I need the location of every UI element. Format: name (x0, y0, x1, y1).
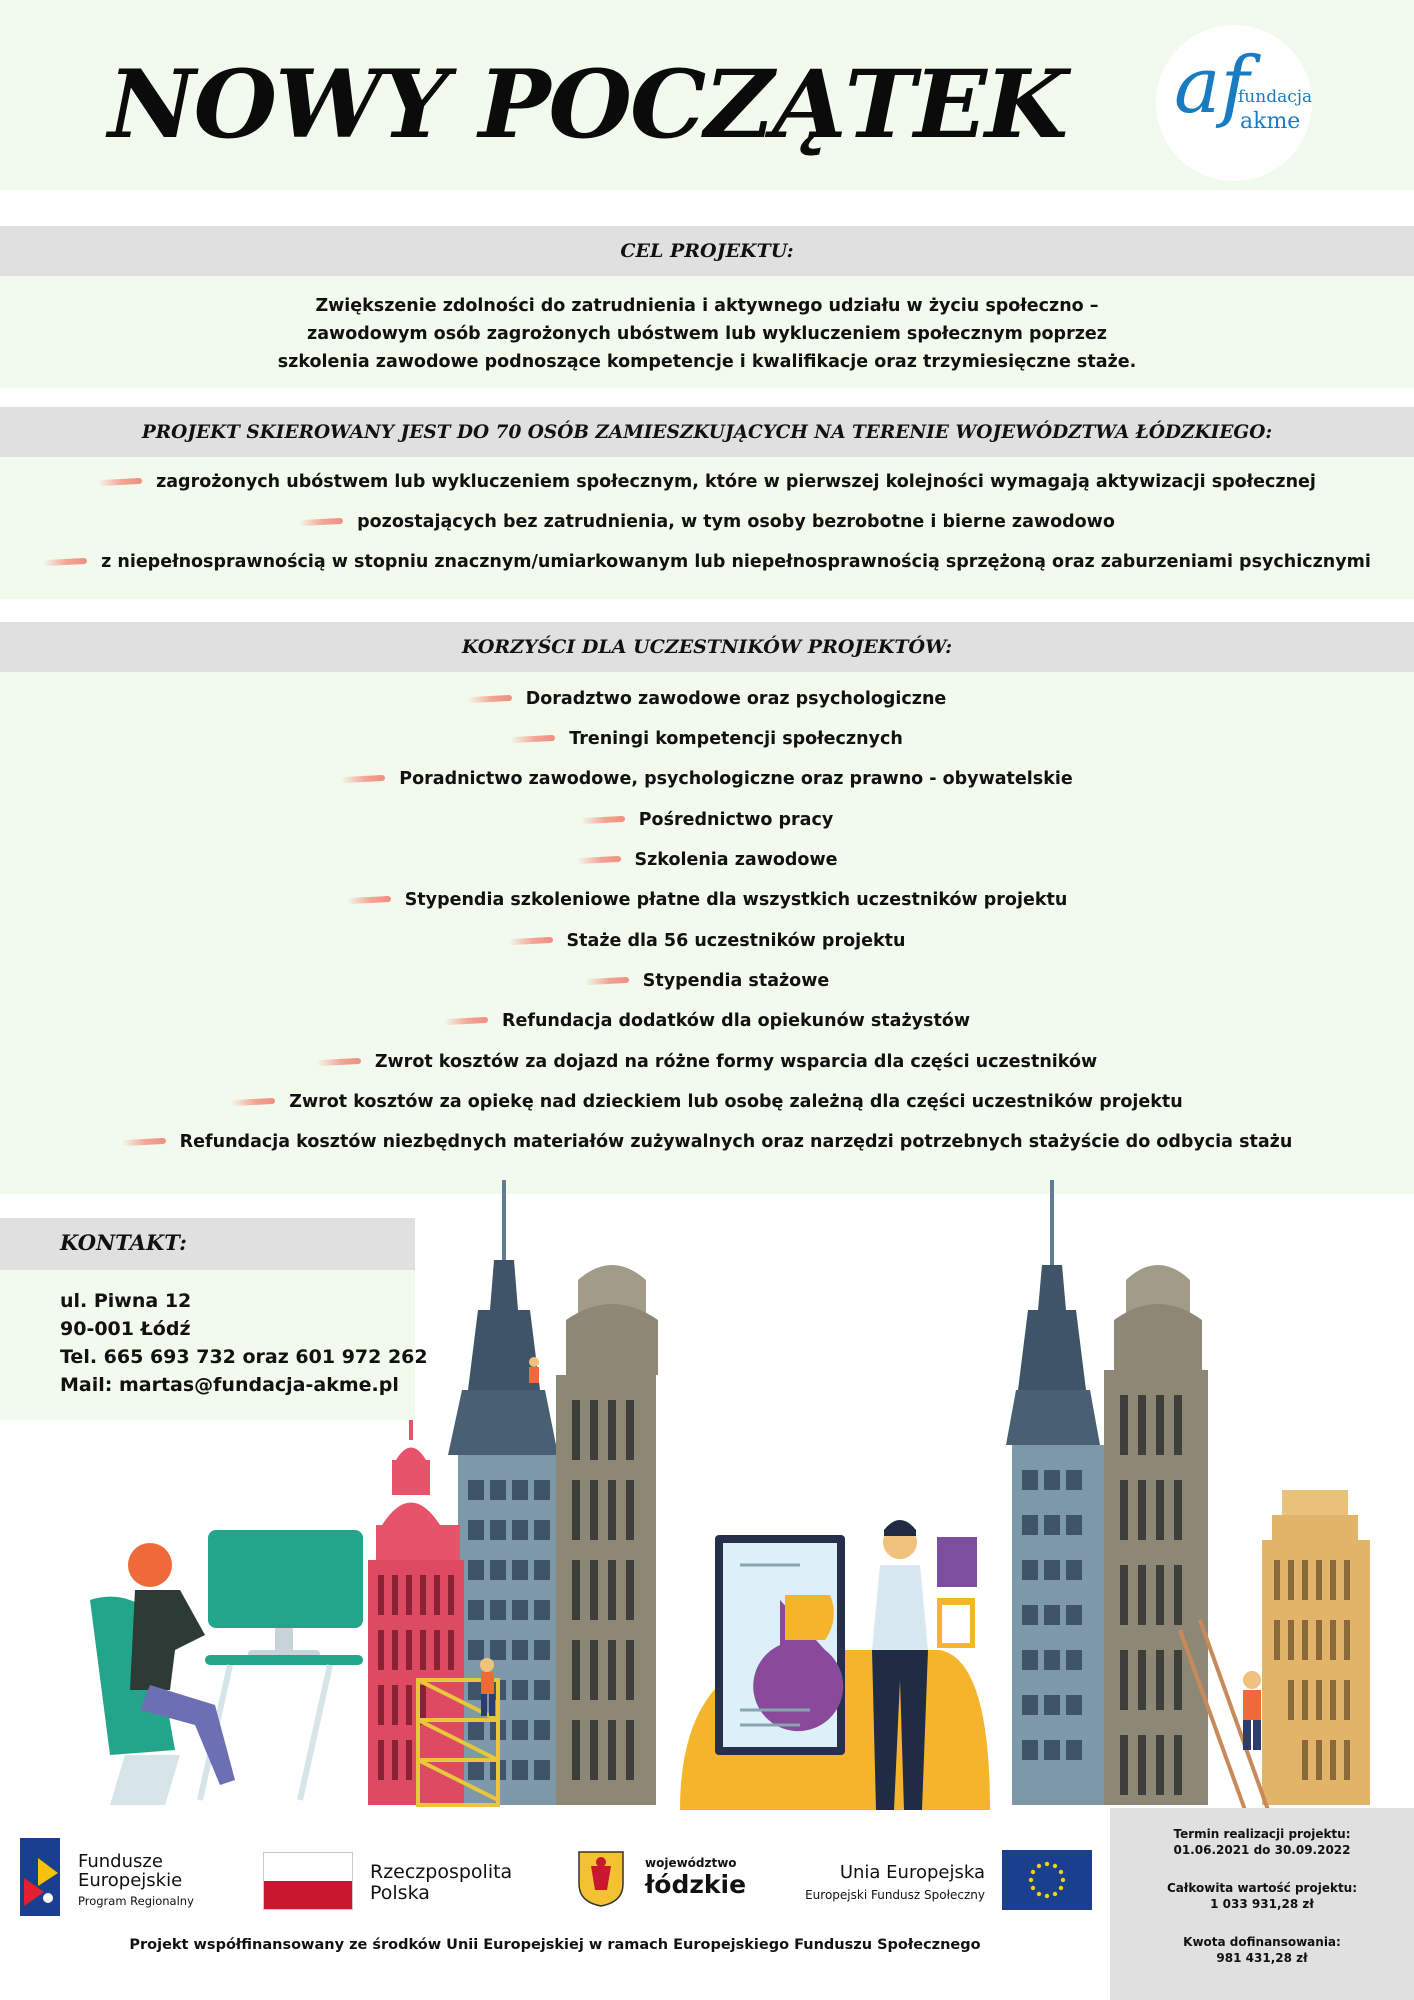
page-title: NOWY POCZĄTEK (108, 50, 1067, 160)
benefits-heading (0, 622, 1414, 672)
bullet-dash-icon (576, 856, 620, 864)
benefit-item (0, 890, 1414, 910)
bullet-dash-icon (98, 478, 142, 486)
fe-line-2: Europejskie (78, 1870, 183, 1891)
person-at-computer (90, 1530, 363, 1805)
target-item-text: zagrożonych ubóstwem lub wykluczeniem społecznym, które w pierwszej kolejności wymagają aktywizacji społecznej (156, 472, 1316, 492)
benefit-item-text: Doradztwo zawodowe oraz psychologiczne (525, 689, 947, 709)
benefit-item (0, 1132, 1414, 1152)
benefit-item-text: Szkolenia zawodowe (634, 850, 838, 870)
target-item (0, 512, 1414, 532)
benefit-item-text: Refundacja kosztów niezbędnych materiałów zużywalnych oraz narzędzi potrzebnych stażyście do odbycia stażu (179, 1132, 1293, 1152)
bullet-dash-icon (43, 558, 87, 566)
bullet-dash-icon (508, 937, 552, 945)
contact-email[interactable]: Mail: martas@fundacja-akme.pl (60, 1374, 399, 1396)
target-item (0, 552, 1414, 572)
footer-logos (0, 1830, 1110, 1920)
rp-line-2: Polska (370, 1882, 430, 1904)
bullet-dash-icon (317, 1058, 361, 1066)
benefit-item (0, 810, 1414, 830)
bullet-dash-icon (347, 896, 391, 904)
fundusze-europejskie-logo-icon (18, 1838, 62, 1916)
cel-line-3: szkolenia zawodowe podnoszące kompetencje i kwalifikacje oraz trzymiesięczne staże. (277, 352, 1137, 372)
fe-line-3: Program Regionalny (78, 1894, 194, 1908)
yellow-building (1262, 1490, 1370, 1805)
bullet-dash-icon (444, 1017, 488, 1025)
grey-tower-left (556, 1265, 658, 1805)
bullet-dash-icon (122, 1138, 166, 1146)
benefit-item-text: Stypendia szkoleniowe płatne dla wszystkich uczestników projektu (404, 890, 1068, 910)
cel-heading (0, 226, 1414, 276)
benefit-item-text: Poradnictwo zawodowe, psychologiczne oraz prawno - obywatelskie (399, 769, 1073, 789)
benefit-item-text: Pośrednictwo pracy (638, 810, 834, 830)
target-body (0, 457, 1414, 599)
benefit-item-text: Zwrot kosztów za opiekę nad dzieckiem lub osobę zależną dla części uczestników projektu (289, 1092, 1183, 1112)
bullet-dash-icon (231, 1098, 275, 1106)
woj-line-1: województwo (645, 1856, 737, 1870)
climber-figure (529, 1357, 539, 1383)
termin-label: Termin realizacji projektu: (1173, 1827, 1351, 1841)
benefit-item (0, 850, 1414, 870)
contact-address: ul. Piwna 12 (60, 1290, 192, 1312)
target-item-text: z niepełnosprawnością w stopniu znacznym/umiarkowanym lub niepełnosprawnością sprzężoną oraz zaburzeniami psychicznymi (101, 552, 1371, 572)
woj-line-2: łódzkie (645, 1870, 747, 1899)
benefit-item-text: Staże dla 56 uczestników projektu (566, 931, 906, 951)
bullet-dash-icon (341, 775, 385, 783)
dofin-value: 981 431,28 zł (1216, 1951, 1308, 1965)
target-item (0, 472, 1414, 492)
lodzkie-coat-of-arms-icon (577, 1850, 625, 1908)
blue-tower-right (1006, 1180, 1106, 1805)
logo-line-2: akme (1240, 109, 1301, 134)
ue-line-1: Unia Europejska (839, 1862, 985, 1883)
benefit-item (0, 729, 1414, 749)
cofinancing-note: Projekt współfinansowany ze środków Unii Europejskiej w ramach Europejskiego Funduszu Społecznego (129, 1937, 981, 1953)
wartosc-label: Całkowita wartość projektu: (1166, 1881, 1358, 1895)
bullet-dash-icon (299, 518, 343, 526)
fundacja-akme-logo (1156, 25, 1312, 181)
cel-heading-text: CEL PROJEKTU: (620, 240, 794, 262)
af-logo-mark-icon: af (1174, 41, 1250, 131)
benefit-item (0, 931, 1414, 951)
contact-city: 90-001 Łódź (60, 1318, 191, 1340)
target-heading-text: PROJEKT SKIEROWANY JEST DO 70 OSÓB ZAMIESZKUJĄCYCH NA TERENIE WOJEWÓDZTWA ŁÓDZKIEGO: (141, 421, 1273, 443)
presenter-figure (680, 1520, 990, 1810)
benefit-item-text: Zwrot kosztów za dojazd na różne formy wsparcia dla części uczestników (374, 1052, 1098, 1072)
benefit-item (0, 769, 1414, 789)
benefit-item (0, 971, 1414, 991)
dofin-label: Kwota dofinansowania: (1183, 1935, 1341, 1949)
bullet-dash-icon (581, 816, 625, 824)
benefit-item-text: Refundacja dodatków dla opiekunów stażystów (501, 1011, 971, 1031)
benefit-item (0, 689, 1414, 709)
contact-body (0, 1270, 428, 1420)
termin-value: 01.06.2021 do 30.09.2022 (1173, 1843, 1351, 1857)
benefit-item (0, 1011, 1414, 1031)
eu-flag-icon (1002, 1850, 1092, 1910)
fe-line-1: Fundusze (78, 1851, 163, 1872)
wartosc-value: 1 033 931,28 zł (1210, 1897, 1314, 1911)
target-item-text: pozostających bez zatrudnienia, w tym osoby bezrobotne i bierne zawodowo (357, 512, 1115, 532)
polish-flag-icon (263, 1852, 353, 1910)
cel-line-1: Zwiększenie zdolności do zatrudnienia i aktywnego udziału w życiu społeczno – (315, 296, 1099, 316)
benefit-item-text: Treningi kompetencji społecznych (569, 729, 903, 749)
blue-tower-left (448, 1180, 558, 1805)
project-info-box (1110, 1808, 1414, 2000)
target-heading (0, 407, 1414, 457)
cel-body (0, 276, 1414, 388)
contact-heading-text: KONTAKT: (60, 1230, 187, 1255)
cel-line-2: zawodowym osób zagrożonych ubóstwem lub wykluczeniem społecznym poprzez (307, 324, 1107, 344)
ue-line-2: Europejski Fundusz Społeczny (805, 1888, 985, 1902)
contact-heading (0, 1218, 415, 1270)
header-band (0, 0, 1414, 190)
bullet-dash-icon (468, 695, 512, 703)
benefit-item (0, 1052, 1414, 1072)
benefits-heading-text: KORZYŚCI DLA UCZESTNIKÓW PROJEKTÓW: (461, 636, 953, 658)
bullet-dash-icon (511, 735, 555, 743)
logo-line-1: fundacja (1238, 87, 1313, 107)
contact-phone[interactable]: Tel. 665 693 732 oraz 601 972 262 (60, 1346, 428, 1368)
benefit-item (0, 1092, 1414, 1112)
bullet-dash-icon (585, 977, 629, 985)
grey-tower-right (1104, 1265, 1208, 1805)
rp-line-1: Rzeczpospolita (370, 1861, 513, 1883)
benefits-body (0, 672, 1414, 1194)
benefit-item-text: Stypendia stażowe (642, 971, 830, 991)
